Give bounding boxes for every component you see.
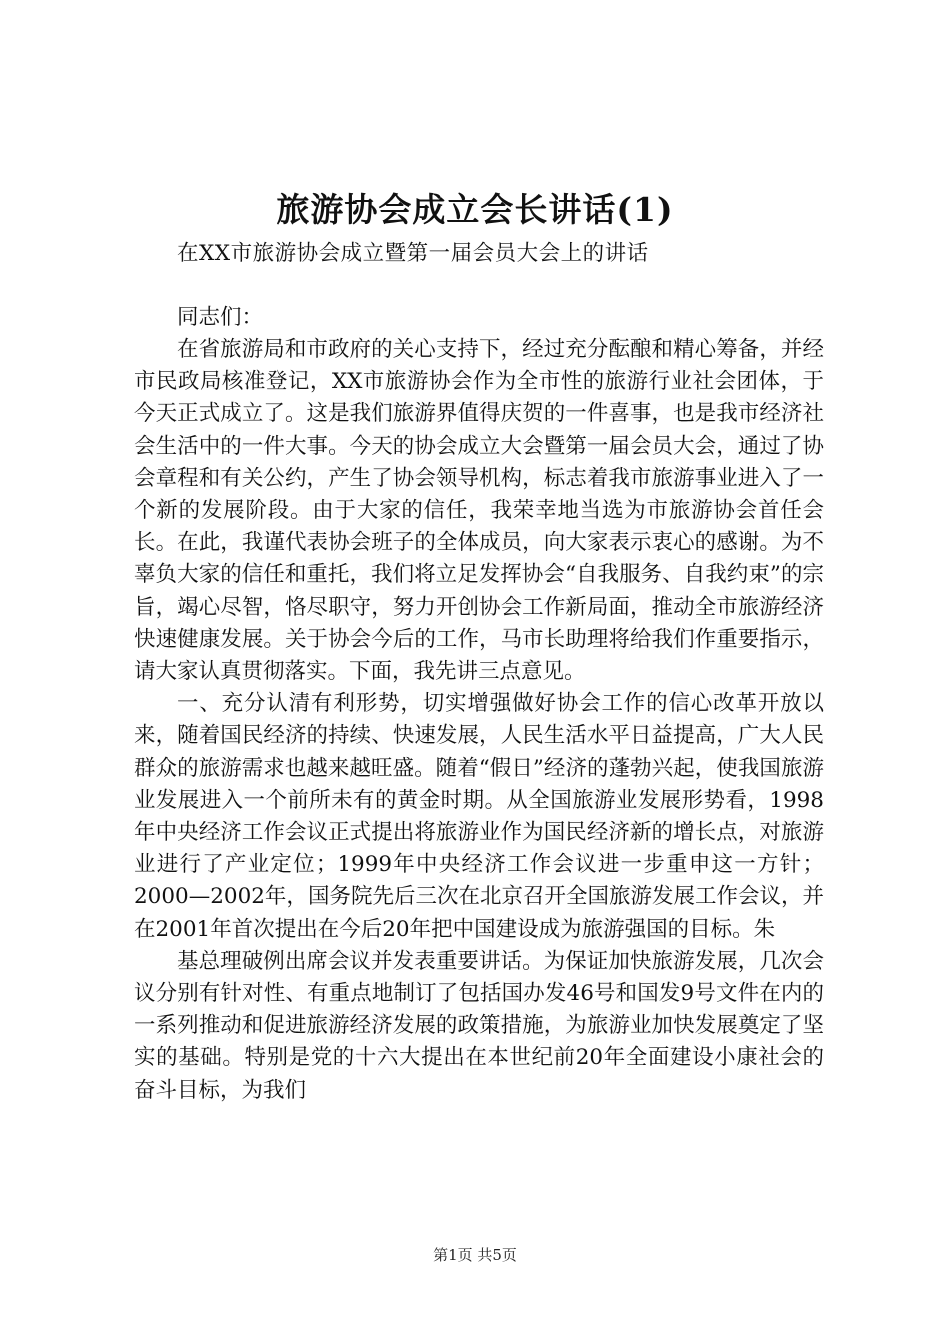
paragraph: 在省旅游局和市政府的关心支持下，经过充分酝酿和精心筹备，并经市民政局核准登记，XX市旅游协会作为全市性的旅游行业社会团体，于今天正式成立了。这是我们旅游界值得庆贺的一件喜事，也是我市经济社会生活中的一件大事。今天的协会成立大会暨第一届会员大会，通过了协会章程和有关公约，产生了协会领导机构，标志着我市旅游事业进入了一个新的发展阶段。由于大家的信任，我荣幸地当选为市旅游协会首任会长。在此，我谨代表协会班子的全体成员，向大家表示衷心的感谢。为不辜负大家的信任和重托，我们将立足发挥协会“自我服务、自我约束”的宗旨，竭心尽智，恪尽职守，努力开创协会工作新局面，推动全市旅游经济快速健康发展。关于协会今后的工作，马市长助理将给我们作重要指示，请大家认真贯彻落实。下面，我先讲三点意见。 (134, 337, 824, 685)
paragraph: 一、充分认清有利形势，切实增强做好协会工作的信心改革开放以来，随着国民经济的持续、快速发展，人民生活水平日益提高，广大人民群众的旅游需求也越来越旺盛。随着“假日”经济的蓬勃兴起，使我国旅游业发展进入一个前所未有的黄金时期。从全国旅游业发展形势看，1998年中央经济工作会议正式提出将旅游业作为国民经济新的增长点，对旅游业进行了产业定位；1999年中央经济工作会议进一步重申这一方针；2000—2002年，国务院先后三次在北京召开全国旅游发展工作会议，并在2001年首次提出在今后20年把中国建设成为旅游强国的目标。朱 (134, 691, 824, 942)
document-subtitle: 在XX市旅游协会成立暨第一届会员大会上的讲话 (177, 241, 649, 266)
page-number-footer: 第1页 共5页 (433, 1246, 517, 1264)
paragraph: 基总理破例出席会议并发表重要讲话。为保证加快旅游发展，几次会议分别有针对性、有重点地制订了包括国办发46号和国发9号文件在内的一系列推动和促进旅游经济发展的政策措施，为旅游业加快发展奠定了坚实的基础。特别是党的十六大提出在本世纪前20年全面建设小康社会的奋斗目标，为我们 (134, 948, 824, 1103)
salutation: 同志们： (177, 305, 264, 330)
document-title: 旅游协会成立会长讲话(1) (276, 190, 674, 229)
document-body (134, 334, 824, 1107)
